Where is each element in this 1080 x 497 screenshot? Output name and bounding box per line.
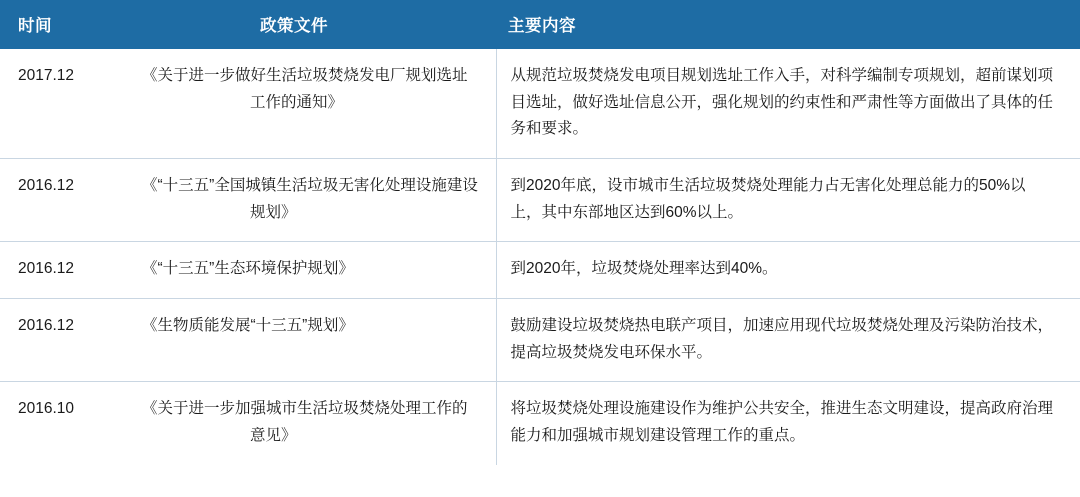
cell-document-text: 《关于进一步加强城市生活垃圾焚烧处理工作的意见》 (142, 400, 468, 444)
table-row (0, 49, 1080, 158)
table-row (0, 298, 1080, 381)
cell-content: 鼓励建设垃圾焚烧热电联产项目，加速应用现代垃圾焚烧处理及污染防治技术，提高垃圾焚烧发电环保水平。 (496, 298, 1080, 381)
table-bottom-divider (0, 465, 1080, 467)
cell-time: 2016.12 (0, 158, 128, 241)
cell-content: 到2020年，垃圾焚烧处理率达到40%。 (496, 242, 1080, 299)
cell-time: 2016.12 (0, 242, 128, 299)
cell-document (128, 298, 496, 381)
table-header-row (0, 0, 1080, 49)
cell-content: 将垃圾焚烧处理设施建设作为维护公共安全，推进生态文明建设，提高政府治理能力和加强城市规划建设管理工作的重点。 (496, 382, 1080, 465)
cell-document-text: 《“十三五”生态环境保护规划》 (142, 260, 354, 278)
cell-document-text: 《关于进一步做好生活垃圾焚烧发电厂规划选址工作的通知》 (142, 67, 468, 111)
cell-content: 到2020年底，设市城市生活垃圾焚烧处理能力占无害化处理总能力的50%以上，其中东部地区达到60%以上。 (496, 158, 1080, 241)
cell-document (128, 382, 496, 465)
cell-time: 2017.12 (0, 49, 128, 158)
column-header-content: 主要内容 (496, 0, 1080, 49)
table-body (0, 49, 1080, 465)
cell-document (128, 49, 496, 158)
table-row (0, 158, 1080, 241)
table-row (0, 382, 1080, 465)
cell-document-text: 《“十三五”全国城镇生活垃圾无害化处理设施建设规划》 (142, 176, 478, 221)
column-header-document: 政策文件 (128, 0, 496, 49)
cell-time: 2016.12 (0, 298, 128, 381)
cell-content: 从规范垃圾焚烧发电项目规划选址工作入手，对科学编制专项规划，超前谋划项目选址，做好选址信息公开，强化规划的约束性和严肃性等方面做出了具体的任务和要求。 (496, 49, 1080, 158)
cell-document (128, 158, 496, 241)
table-row (0, 242, 1080, 299)
cell-document (128, 242, 496, 299)
table-header (0, 0, 1080, 49)
cell-document-text: 《生物质能发展“十三五”规划》 (142, 316, 354, 334)
cell-time: 2016.10 (0, 382, 128, 465)
column-header-time: 时间 (0, 0, 128, 49)
